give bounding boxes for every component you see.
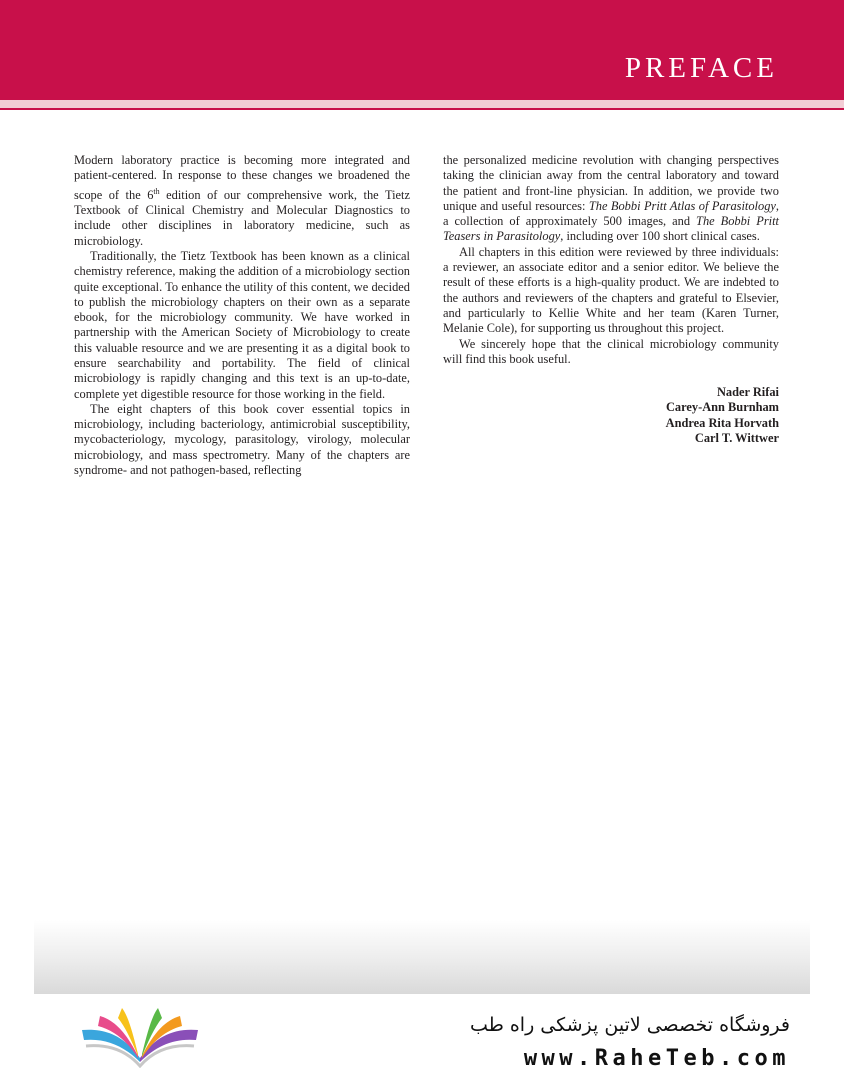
store-url: www.RaheTeb.com — [523, 1046, 790, 1071]
open-book-logo-icon — [76, 1006, 204, 1068]
paragraph-1-text: Modern laboratory practice is becoming more integrated and patient-centered. In response to these changes we broadened the scope of the 6 — [74, 153, 410, 202]
superscript-th: th — [153, 186, 160, 196]
right-column — [443, 153, 779, 446]
signature-name: Carey-Ann Burnham — [665, 400, 779, 415]
page-bottom-shadow — [34, 920, 810, 994]
paragraph-text: the personalized medicine revolution with changing perspectives taking the clinician away from the central laboratory and toward the patient and front-line physician. In addition, we provide two unique and useful resources: — [443, 153, 779, 213]
signature-name: Andrea Rita Horvath — [665, 415, 779, 430]
paragraph-3: The eight chapters of this book cover essential topics in microbiology, including bacteriology, antimicrobial susceptibility, mycobacteriology, mycology, parasitology, virology, molecular microbiology, and mass spectrometry. Many of the chapters are syndrome- and not pathogen-based, reflecting — [74, 401, 410, 478]
paragraph-text: , a collection of approximately 500 images, and — [443, 198, 780, 229]
book-title-atlas: The Bobbi Pritt Atlas of Parasitology — [588, 198, 776, 213]
paragraph-5: We sincerely hope that the clinical microbiology community will find this book useful. — [443, 336, 779, 366]
paragraph-2: Traditionally, the Tietz Textbook has been known as a clinical chemistry reference, making the addition of a microbiology section quite exceptional. To enhance the utility of this content, we decided to publish the microbiology chapters on their own as a separate ebook, for the microbiology community. We have worked in partnership with the American Society of Microbiology to create this valuable resource and we are presenting it as a digital book to ensure searchability and portability. The field of clinical microbiology is rapidly changing and this text is an up-to-date, complete yet digestible resource for those working in the field. — [74, 248, 410, 401]
paragraph-4: All chapters in this edition were reviewed by three individuals: a reviewer, an associate editor and a senior editor. We believe the result of these efforts is a high-quality product. We are indebted to the authors and reviewers of the chapters and grateful to Elsevier, and particularly to Kellie White and her team (Karen Turner, Melanie Cole), for supporting us throughout this project. — [443, 244, 779, 336]
paragraph-text: , including over 100 short clinical cases. — [560, 229, 760, 244]
paragraph-1-text-cont: edition of our comprehensive work, the Tietz Textbook of Clinical Chemistry and Molecular Diagnostics to include other disciplines in laboratory medicine, such as microbiology. — [74, 187, 410, 248]
signature-name: Carl T. Wittwer — [694, 431, 779, 446]
paragraph-1 — [74, 153, 410, 249]
header-rule — [0, 108, 844, 110]
signature-block — [443, 385, 779, 446]
page-title: PREFACE — [624, 52, 778, 84]
header-stripe — [0, 100, 844, 108]
header-banner — [0, 0, 844, 100]
left-column — [74, 153, 410, 478]
signature-name: Nader Rifai — [716, 385, 779, 400]
paragraph-3-continued — [443, 153, 779, 245]
store-name: فروشگاه تخصصی لاتین پزشکی راه طب — [470, 1014, 790, 1036]
book-title-teasers: The Bobbi Pritt Teasers in Parasitology — [443, 214, 779, 244]
